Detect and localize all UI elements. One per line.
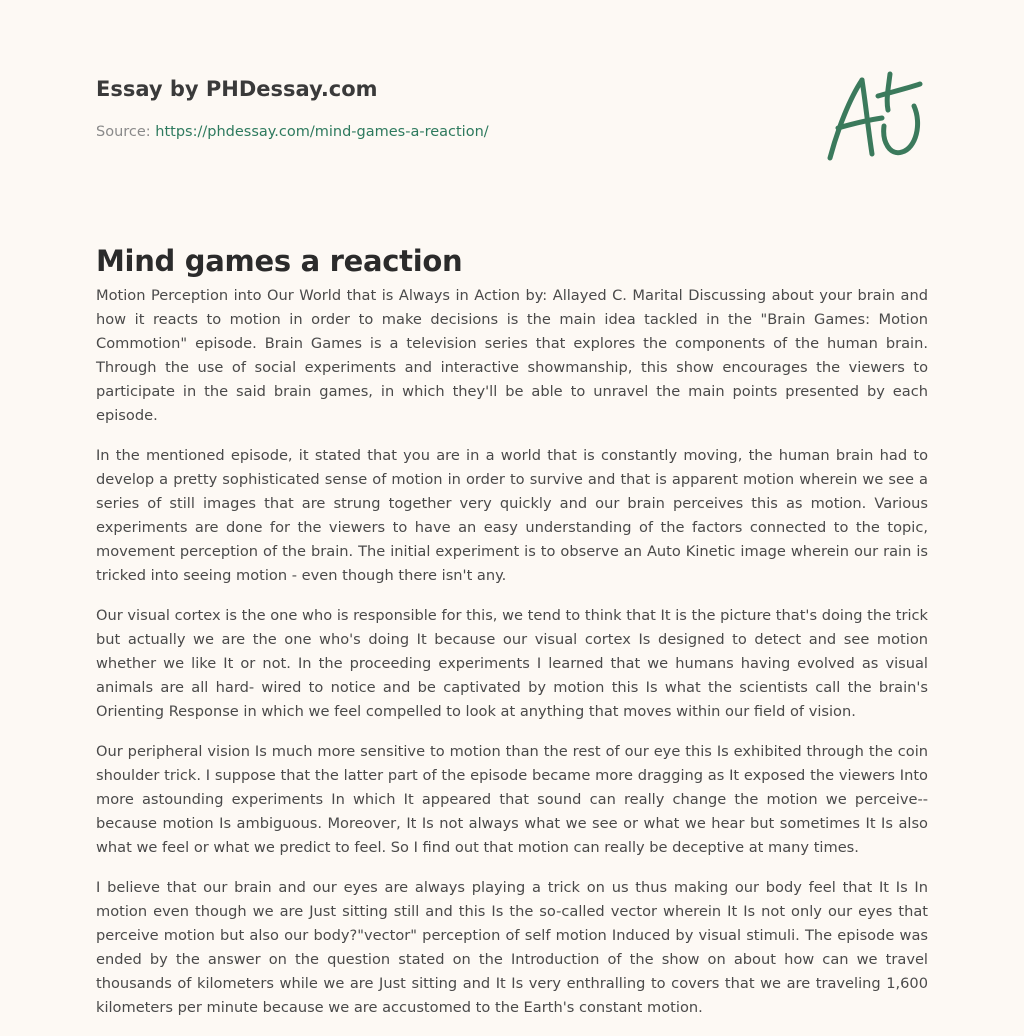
article-body [96,284,928,1036]
paragraph: Motion Perception into Our World that is Always in Action by: Allayed C. Marital Discussing about your brain and how it reacts to motion in order to make decisions is the main idea tackled in the "Brain Games: Motion Commotion" episode. Brain Games is a television series that explores the components of the human brain. Through the use of social experiments and interactive showmanship, this show encourages the viewers to participate in the said brain games, in which they'll be able to unravel the main points presented by each episode. [96,287,928,424]
source-link[interactable]: https://phdessay.com/mind-games-a-reaction/ [155,124,489,140]
document-title: Mind games a reaction [96,244,463,279]
a-plus-grade-icon [824,68,928,164]
paragraph: I believe that our brain and our eyes are always playing a trick on us thus making our body feel that It Is In motion even though we are Just sitting still and this Is the so-called vector wherein It Is not only our eyes that perceive motion but also our body?"vector" perception of self motion Induced by visual stimuli. The episode was ended by the answer on the question stated on the Introduction of the show on about how can we travel thousands of kilometers while we are Just sitting and It Is very enthralling to covers that we are traveling 1,600 kilometers per minute because we are accustomed to the Earth's constant motion. [96,879,928,1016]
source-label: Source: [96,124,151,140]
site-title: Essay by PHDessay.com [96,77,378,101]
paragraph: Our peripheral vision Is much more sensitive to motion than the rest of our eye this Is exhibited through the coin shoulder trick. I suppose that the latter part of the episode became more dragging as It exposed the viewers Into more astounding experiments In which It appeared that sound can really change the motion we perceive-- because motion Is ambiguous. Moreover, It Is not always what we see or what we hear but sometimes It Is also what we feel or what we predict to feel. So I find out that motion can really be deceptive at many times. [96,743,928,856]
source-line [96,124,489,140]
paragraph: In the mentioned episode, it stated that you are in a world that is constantly moving, the human brain had to develop a pretty sophisticated sense of motion in order to survive and that is apparent motion wherein we see a series of still images that are strung together very quickly and our brain perceives this as motion. Various experiments are done for the viewers to have an easy understanding of the factors connected to the topic, movement perception of the brain. The initial experiment is to observe an Auto Kinetic image wherein our rain is tricked into seeing motion - even though there isn't any. [96,447,928,584]
paragraph: Our visual cortex is the one who is responsible for this, we tend to think that It is the picture that's doing the trick but actually we are the one who's doing It because our visual cortex Is designed to detect and see motion whether we like It or not. In the proceeding experiments I learned that we humans having evolved as visual animals are all hard- wired to notice and be captivated by motion this Is what the scientists call the brain's Orienting Response in which we feel compelled to look at anything that moves within our field of vision. [96,607,928,720]
